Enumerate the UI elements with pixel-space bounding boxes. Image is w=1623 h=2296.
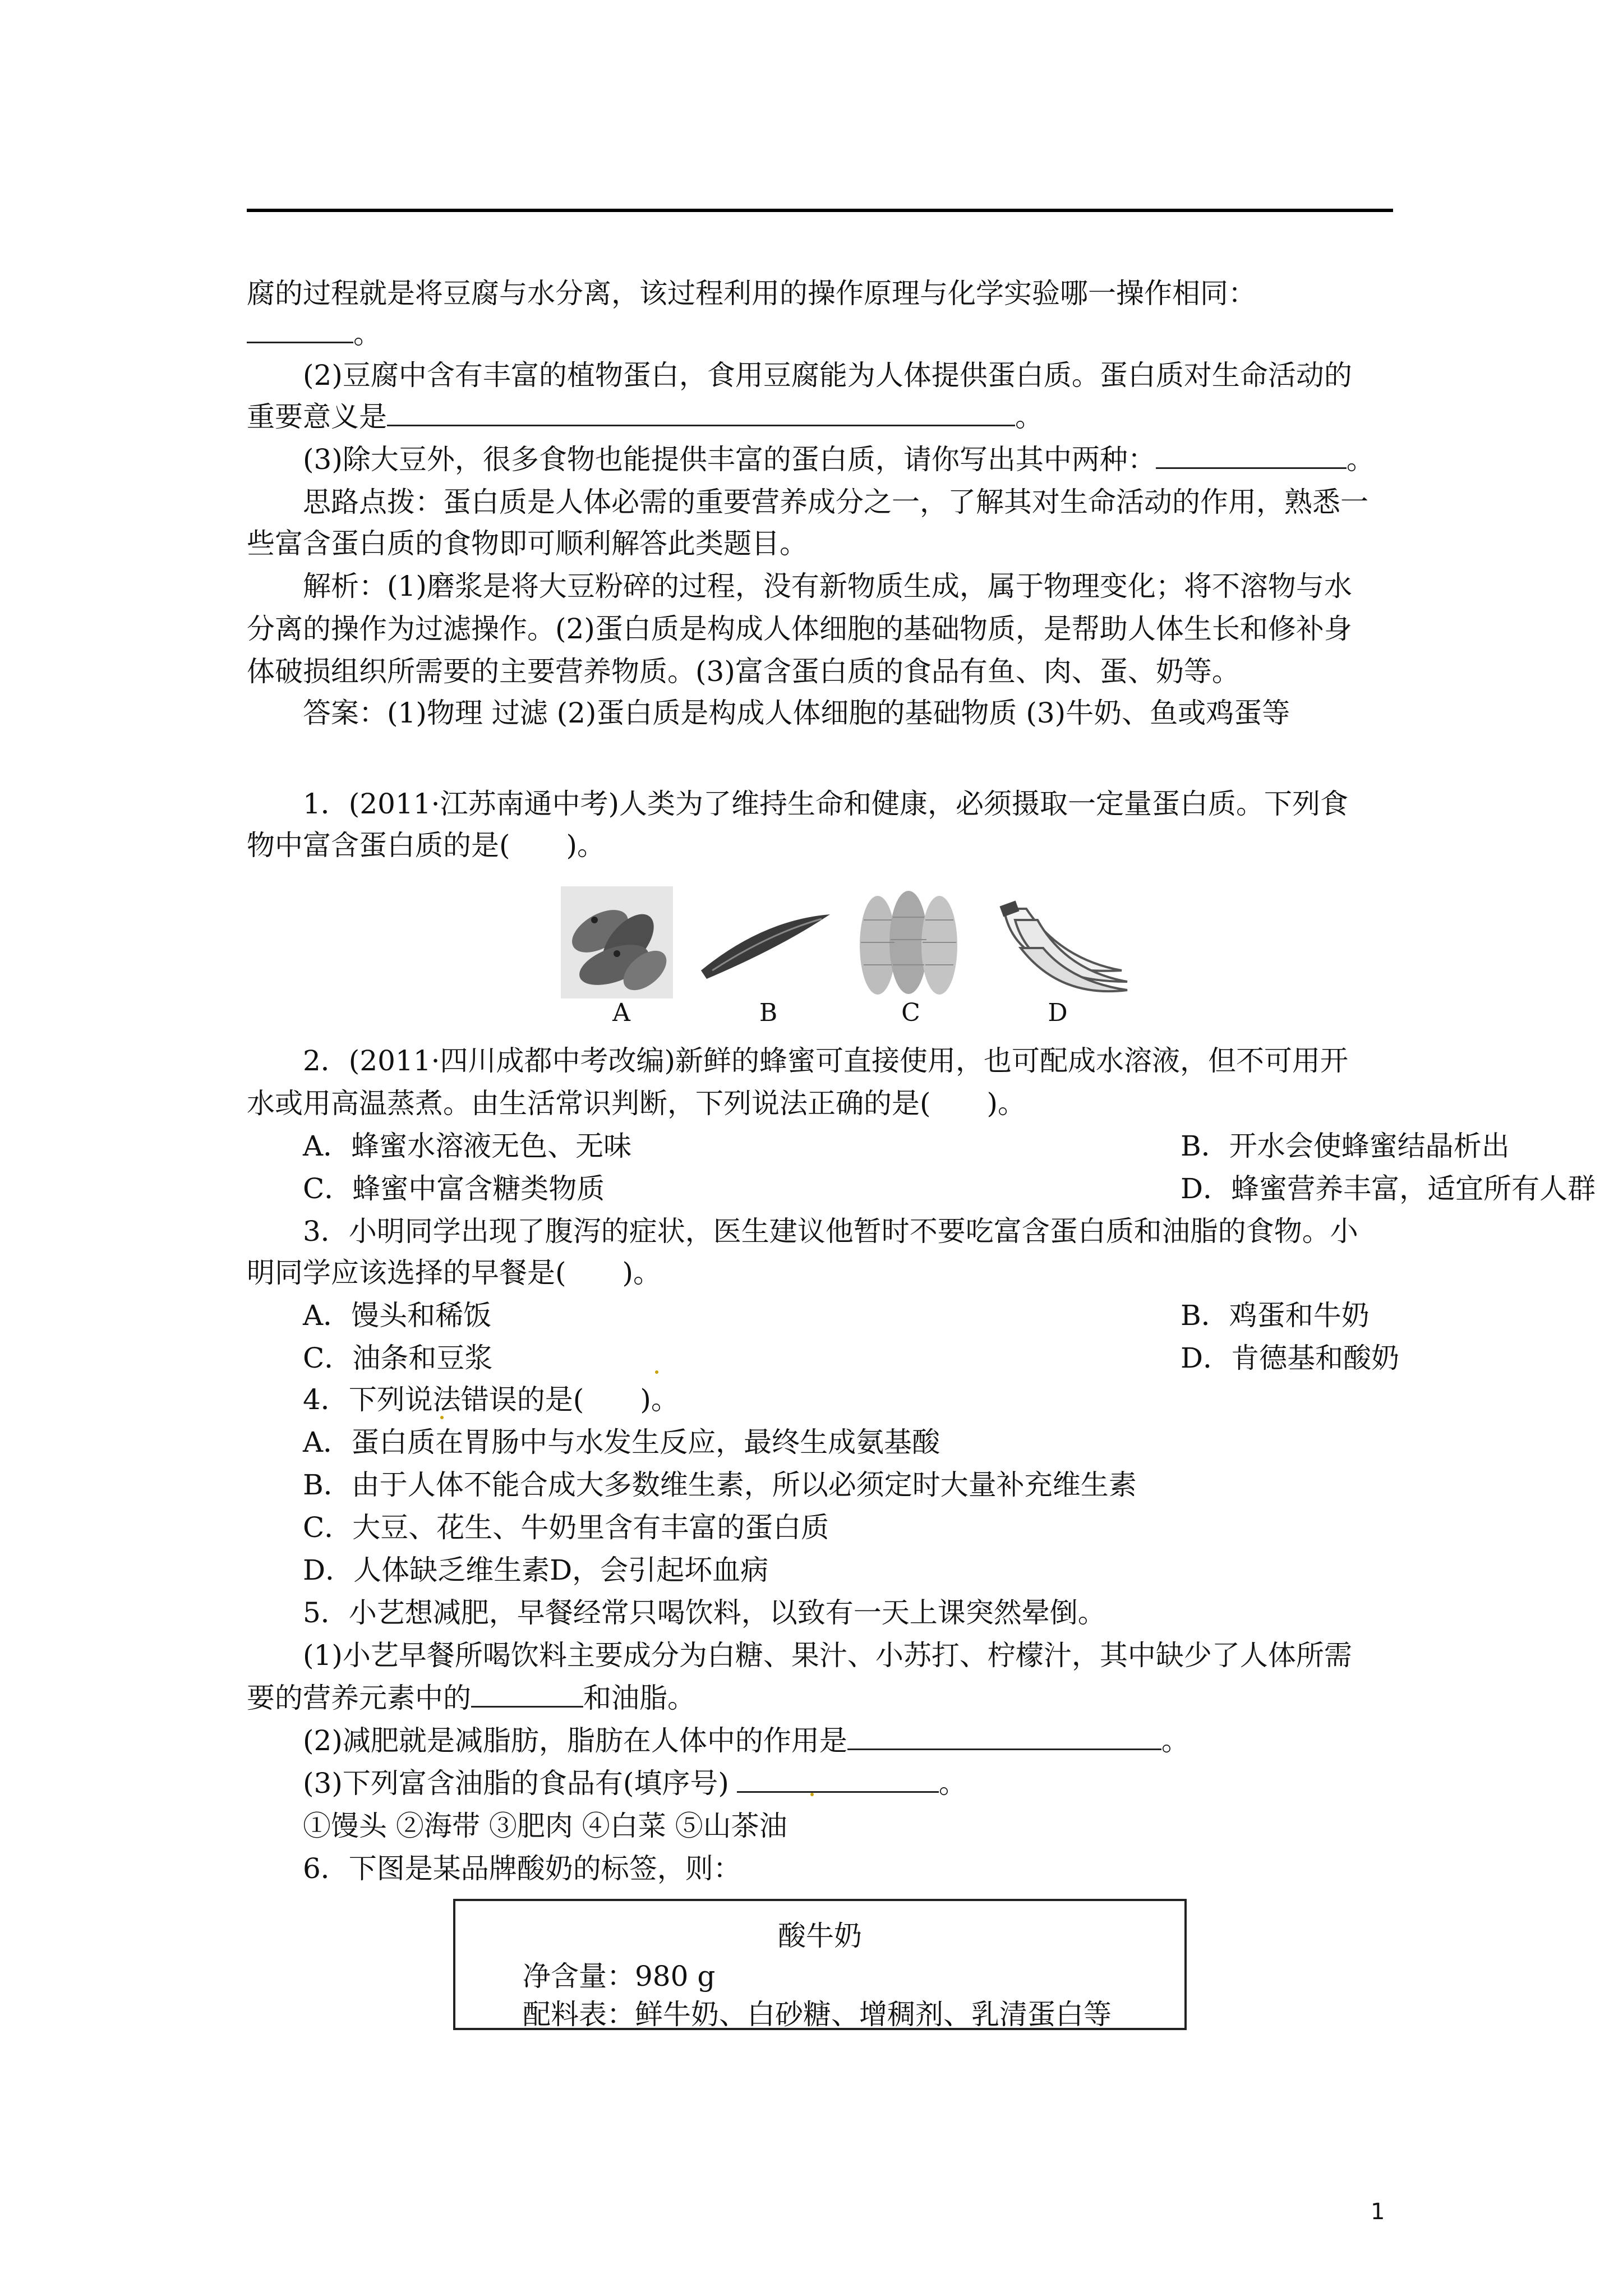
text-line: 物中富含蛋白质的是( )。 bbox=[247, 829, 606, 862]
ink-speck bbox=[440, 1416, 444, 1419]
header-rule bbox=[247, 209, 1393, 212]
text-line: 腐的过程就是将豆腐与水分离，该过程利用的操作原理与化学实验哪一操作相同： bbox=[247, 277, 1256, 310]
page-number: 1 bbox=[1371, 2199, 1385, 2225]
corn-image bbox=[852, 886, 965, 999]
question-6: 6．下图是某品牌酸奶的标签，则： bbox=[303, 1852, 741, 1885]
answer-blank bbox=[387, 400, 1015, 426]
text-line: 体破损组织所需要的主要营养物质。(3)富含蛋白质的食品有鱼、肉、蛋、奶等。 bbox=[247, 655, 1240, 688]
label-ingredients: 配料表：鲜牛奶、白砂糖、增稠剂、乳清蛋白等 bbox=[523, 1998, 1112, 2031]
answer-blank bbox=[847, 1724, 1161, 1750]
text-line: (3)下列富含油脂的食品有(填序号) 。 bbox=[303, 1767, 967, 1800]
text-line: 解析：(1)磨浆是将大豆粉碎的过程，没有新物质生成，属于物理变化；将不溶物与水 bbox=[303, 570, 1352, 602]
option-row: A．蛋白质在胃肠中与水发生反应，最终生成氨基酸 bbox=[303, 1426, 940, 1458]
seaweed-image bbox=[695, 886, 836, 999]
option-row: C．大豆、花生、牛奶里含有丰富的蛋白质 bbox=[303, 1511, 829, 1544]
option-row: B．由于人体不能合成大多数维生素，所以必须定时大量补充维生素 bbox=[303, 1469, 1137, 1501]
figure-label: D bbox=[1048, 999, 1068, 1027]
yogurt-label-box bbox=[453, 1899, 1187, 2030]
text-line: (2)减肥就是减脂肪，脂肪在人体中的作用是 。 bbox=[303, 1724, 1189, 1757]
text-line: 思路点拨：蛋白质是人体必需的重要营养成分之一，了解其对生命活动的作用，熟悉一 bbox=[303, 486, 1368, 518]
text-line: 重要意义是 。 bbox=[247, 401, 1043, 433]
answer-blank bbox=[471, 1681, 583, 1708]
text-line: ①馒头 ②海带 ③肥肉 ④白菜 ⑤山茶油 bbox=[303, 1810, 787, 1842]
ink-speck bbox=[810, 1793, 814, 1796]
text-line: 答案：(1)物理 过滤 (2)蛋白质是构成人体细胞的基础物质 (3)牛奶、鱼或鸡蛋等 bbox=[303, 697, 1290, 729]
option-row: A．蜂蜜水溶液无色、无味 B．开水会使蜂蜜结晶析出 bbox=[303, 1130, 1510, 1162]
figure-label: A bbox=[612, 999, 630, 1027]
banana-image bbox=[993, 886, 1133, 999]
text-line: 。 bbox=[247, 315, 1393, 352]
text-line: (2)豆腐中含有丰富的植物蛋白，食用豆腐能为人体提供蛋白质。蛋白质对生命活动的 bbox=[303, 359, 1352, 392]
question-4: 4．下列说法错误的是( )。 bbox=[303, 1383, 679, 1416]
text-line: 明同学应该选择的早餐是( )。 bbox=[247, 1257, 662, 1289]
option-row: C．油条和豆浆 D．肯德基和酸奶 bbox=[303, 1342, 1400, 1374]
answer-blank bbox=[737, 1766, 939, 1793]
text-line: (3)除大豆外，很多食物也能提供丰富的蛋白质，请你写出其中两种： 。 bbox=[303, 443, 1375, 476]
option-row: C．蜂蜜中富含糖类物质 D．蜂蜜营养丰富，适宜所有人群 bbox=[303, 1172, 1596, 1205]
label-net-content: 净含量：980 g bbox=[523, 1960, 716, 1993]
figure-label: C bbox=[901, 999, 920, 1027]
figure-label: B bbox=[759, 999, 778, 1027]
text-line: 些富含蛋白质的食物即可顺利解答此类题目。 bbox=[247, 527, 808, 560]
answer-blank bbox=[247, 317, 353, 343]
option-row: D．人体缺乏维生素D，会引起坏血病 bbox=[303, 1554, 769, 1586]
text-line: 要的营养元素中的 和油脂。 bbox=[247, 1682, 695, 1714]
ink-speck bbox=[655, 1370, 658, 1374]
text-line: 分离的操作为过滤操作。(2)蛋白质是构成人体细胞的基础物质，是帮助人体生长和修补身 bbox=[247, 613, 1352, 645]
answer-blank bbox=[1156, 443, 1347, 469]
question-3: 3．小明同学出现了腹泻的症状，医生建议他暂时不要吃富含蛋白质和油脂的食物。小 bbox=[303, 1215, 1358, 1248]
question-2: 2．(2011·四川成都中考改编)新鲜的蜂蜜可直接使用，也可配成水溶液，但不可用开 bbox=[303, 1045, 1348, 1077]
text-line: (1)小艺早餐所喝饮料主要成分为白糖、果汁、小苏打、柠檬汁，其中缺少了人体所需 bbox=[303, 1639, 1352, 1672]
text-line: 水或用高温蒸煮。由生活常识判断，下列说法正确的是( )。 bbox=[247, 1087, 1026, 1120]
question-5: 5．小艺想减肥，早餐经常只喝饮料，以致有一天上课突然晕倒。 bbox=[303, 1596, 1106, 1629]
food-images bbox=[561, 886, 1133, 1015]
label-title: 酸牛奶 bbox=[778, 1920, 862, 1952]
option-row: A．馒头和稀饭 B．鸡蛋和牛奶 bbox=[303, 1299, 1370, 1332]
question-1: 1．(2011·江苏南通中考)人类为了维持生命和健康，必须摄取一定量蛋白质。下列食 bbox=[303, 788, 1348, 820]
fish-image bbox=[561, 886, 673, 999]
